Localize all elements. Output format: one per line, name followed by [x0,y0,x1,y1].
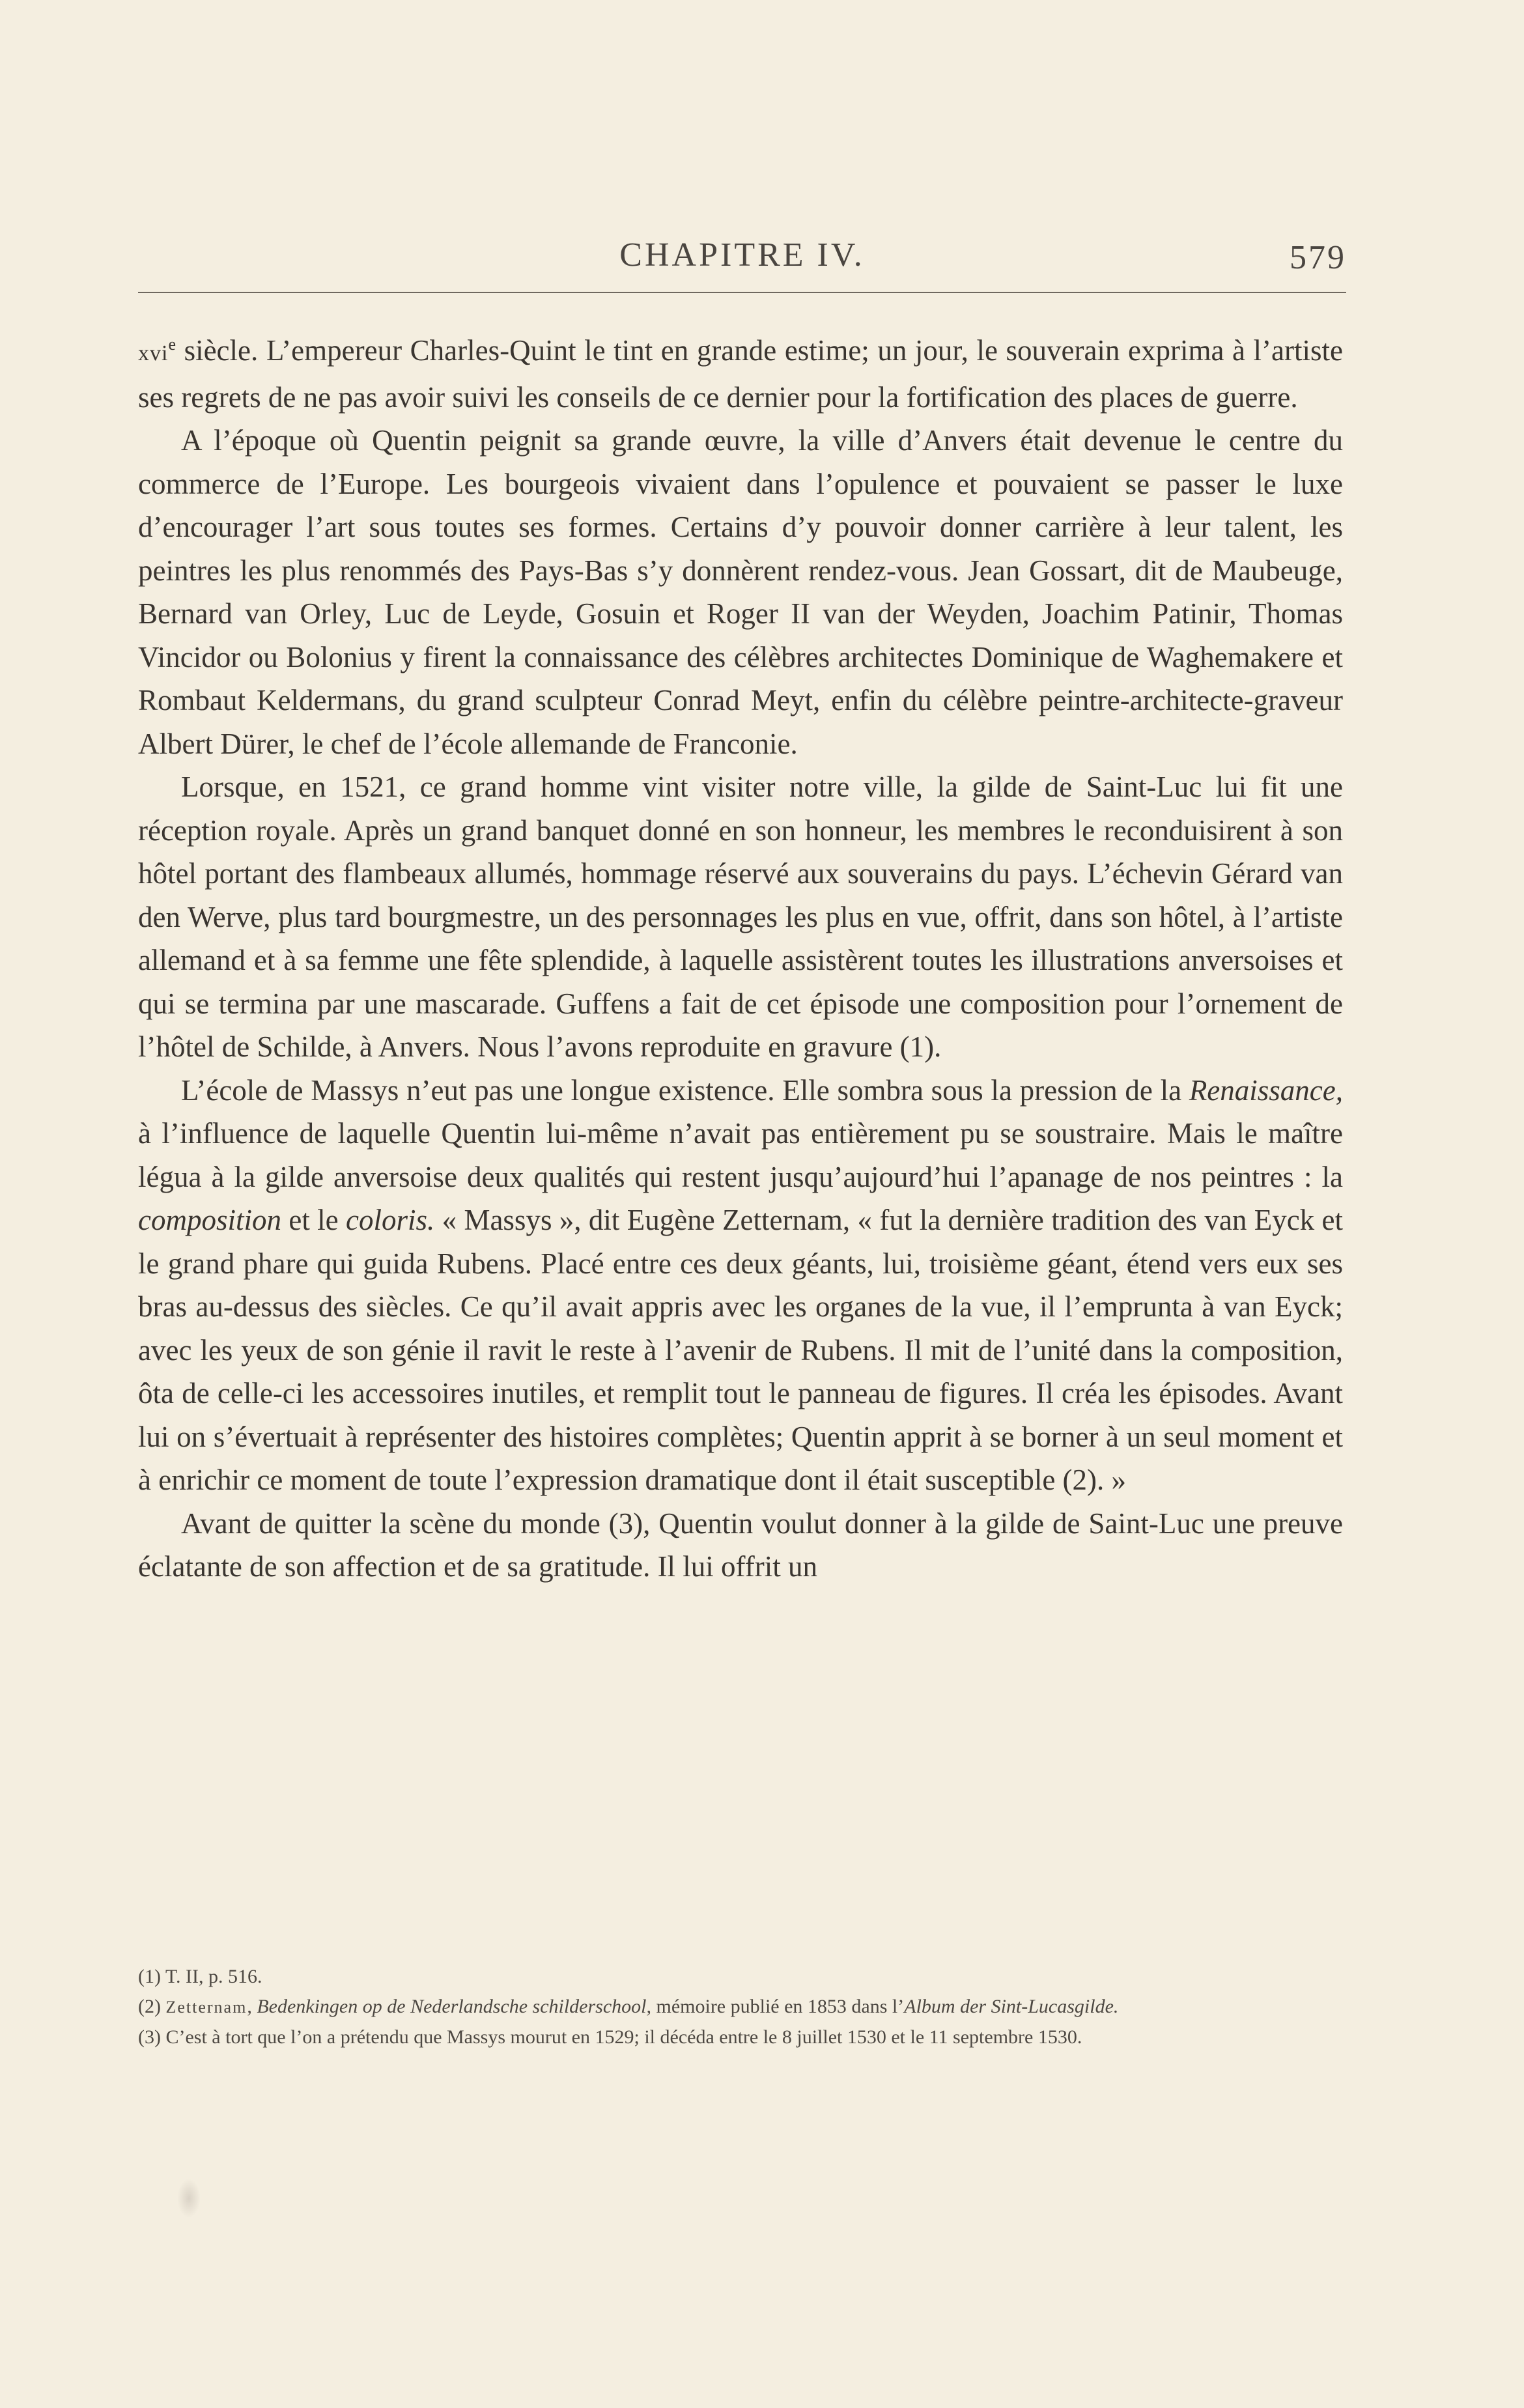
body-text [138,329,1343,1589]
paragraph-5: Avant de quitter la scène du monde (3), Quentin voulut donner à la gilde de Saint-Luc une preuve éclatante de son affection et de sa gratitude. Il lui offrit un [138,1507,1343,1583]
page-number: 579 [1290,239,1346,276]
footnote-2-separator: , [247,1996,257,2017]
header-rule [138,292,1346,293]
paragraph-4-text-b: à l’influence de laquelle Quentin lui-même n’avait pas entièrement pu se soustraire. Mais le maître légua à la gilde anversoise deux qualités qui restent jusqu’aujourd’hui l’apanage de nos peintres : la [138,1117,1343,1193]
paper-smudge [177,2179,201,2218]
paragraph-4-text-a: L’école de Massys n’eut pas une longue existence. Elle sombra sous la pression de la [181,1073,1189,1107]
ordinal-superscript: e [168,335,176,354]
paragraph-4-text-d: « Massys », dit Eugène Zetternam, « fut la dernière tradition des van Eyck et le grand phare qui guida Rubens. Placé entre ces deux géants, lui, troisième géant, étend vers eux ses bras au-dessus des siècles. Ce qu’il avait appris avec les organes de la vue, il l’emprunta à van Eyck; avec les yeux de son génie il ravit le reste à l’avenir de Rubens. Il mit de l’unité dans la composition, ôta de celle-ci les accessoires inutiles, et remplit tout le panneau de figures. Il créa les épisodes. Avant lui on s’évertuait à représenter des histoires complètes; Quentin apprit à se borner à un seul moment et à enrichir ce moment de toute l’expression dramatique dont il était susceptible (2). » [138,1204,1343,1496]
footnote-1: (1) T. II, p. 516. [138,1966,262,1987]
footnote-2 [138,1992,1343,2022]
italic-coloris: coloris. [345,1204,435,1236]
footnote-2-album: Album der Sint-Lucasgilde. [904,1996,1119,2017]
paragraph-3: Lorsque, en 1521, ce grand homme vint visiter notre ville, la gilde de Saint-Luc lui fit une réception royale. Après un grand banquet donné en son honneur, les membres le reconduisirent à son hôtel portant des flambeaux allumés, hommage réservé aux souverains du pays. L’échevin Gérard van den Werve, plus tard bourgmestre, un des personnages les plus en vue, offrit, dans son hôtel, à l’artiste allemand et à sa femme une fête splendide, à laquelle assistèrent toutes les illustrations anversoises et qui se termina par une mascarade. Guffens a fait de cet épisode une composition pour l’ornement de l’hôtel de Schilde, à Anvers. Nous l’avons reproduite en gravure (1). [138,771,1343,1063]
footnote-2-number: (2) [138,1996,166,2017]
running-head [138,236,1346,281]
italic-composition: composition [138,1204,281,1236]
paragraph-4-text-c: et le [281,1204,346,1236]
paragraph-1-text: siècle. L’empereur Charles-Quint le tint en grande estime; un jour, le souverain exprima à l’artiste ses regrets de ne pas avoir suivi les conseils de ce dernier pour la fortification des places de guerre. [138,334,1343,414]
footnotes [138,1962,1343,2052]
italic-renaissance: Renaissance, [1189,1073,1343,1107]
chapter-title: CHAPITRE IV. [619,236,865,274]
footnote-2-author: Zetternam [165,1998,247,2017]
footnote-3: (3) C’est à tort que l’on a prétendu que Massys mourut en 1529; il décéda entre le 8 juillet 1530 et le 11 septembre 1530. [138,2026,1082,2048]
footnote-2-text: mémoire publié en 1853 dans l’ [651,1996,905,2017]
paragraph-4 [138,1069,1343,1502]
paragraph-1 [138,329,1343,419]
footnote-2-title: Bedenkingen op de Nederlandsche schilderschool, [257,1996,651,2017]
century-ordinal: xvi [138,341,169,365]
paragraph-2: A l’époque où Quentin peignit sa grande œuvre, la ville d’Anvers était devenue le centre du commerce de l’Europe. Les bourgeois vivaient dans l’opulence et pouvaient se passer le luxe d’encourager l’art sous toutes ses formes. Certains d’y pouvoir donner carrière à leur talent, les peintres les plus renommés des Pays-Bas s’y donnèrent rendez-vous. Jean Gossart, dit de Maubeuge, Bernard van Orley, Luc de Leyde, Gosuin et Roger II van der Weyden, Joachim Patinir, Thomas Vincidor ou Bolonius y firent la connaissance des célèbres architectes Dominique de Waghemakere et Rombaut Keldermans, du grand sculpteur Conrad Meyt, enfin du célèbre peintre-architecte-graveur Albert Dürer, le chef de l’école allemande de Franconie. [138,424,1343,760]
